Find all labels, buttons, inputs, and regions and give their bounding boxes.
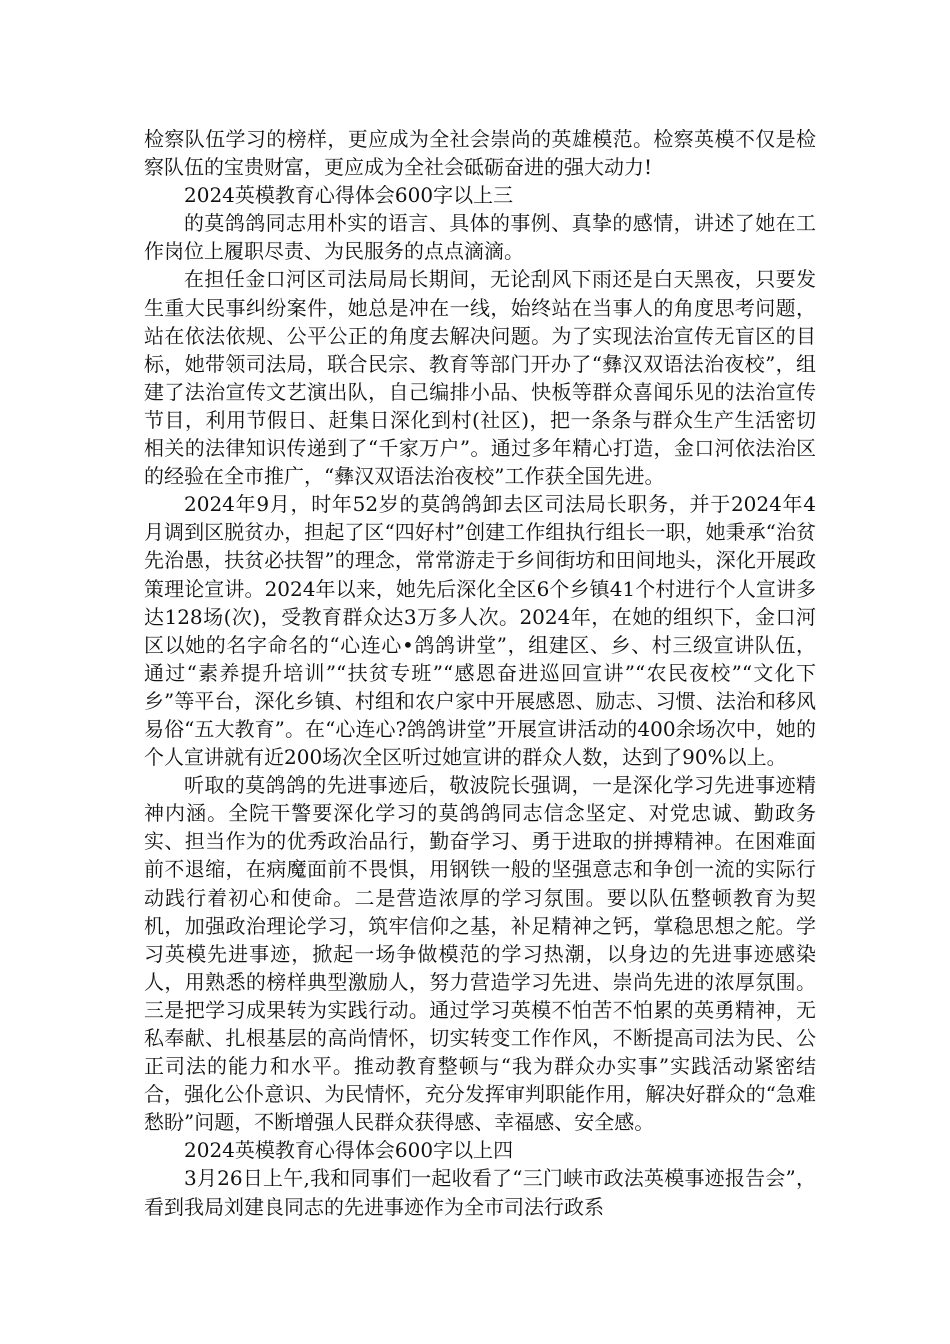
- paragraph-president-remarks: 听取的莫鸽鸽的先进事迹后，敬波院长强调，一是深化学习先进事迹精神内涵。全院干警要深化学习的莫鸽鸽同志信念坚定、对党忠诚、勤政务实、担当作为的优秀政治品行，勤奋学习、勇于进取的拼搏精神。在困难面前不退缩，在病魔面前不畏惧，用钢铁一般的坚强意志和争创一流的实际行动践行着初心和使命。二是营造浓厚的学习氛围。要以队伍整顿教育为契机，加强政治理论学习，筑牢信仰之基，补足精神之钙，掌稳思想之舵。学习英模先进事迹，掀起一场争做模范的学习热潮，以身边的先进事迹感染人，用熟悉的榜样典型激励人，努力营造学习先进、崇尚先进的浓厚氛围。三是把学习成果转为实践行动。通过学习英模不怕苦不怕累的英勇精神，无私奉献、扎根基层的高尚情怀，切实转变工作作风，不断提高司法为民、公正司法的能力和水平。推动教育整顿与“我为群众办实事”实践活动紧密结合，强化公仆意识、为民情怀，充分发挥审判职能作用，解决好群众的“急难愁盼”问题，不断增强人民群众获得感、幸福感、安全感。: [144, 773, 816, 1135]
- section-heading-three: 2024英模教育心得体会600字以上三: [184, 183, 514, 208]
- paragraph-judicial-bureau: 在担任金口河区司法局局长期间，无论刮风下雨还是白天黑夜，只要发生重大民事纠纷案件，她总是冲在一线，始终站在当事人的角度思考问题，站在依法依规、公平公正的角度去解决问题。为了实现法治宣传无盲区的目标，她带领司法局，联合民宗、教育等部门开办了“彝汉双语法治夜校”，组建了法治宣传文艺演出队，自己编排小品、快板等群众喜闻乐见的法治宣传节目，利用节假日、赶集日深化到村(社区)，把一条条与群众生产生活密切相关的法律知识传递到了“千家万户”。通过多年精心打造，金口河依法治区的经验在全市推广，“彝汉双语法治夜校”工作获全国先进。: [144, 267, 816, 489]
- paragraph-poverty-office: 2024年9月，时年52岁的莫鸽鸽卸去区司法局长职务，并于2024年4月调到区脱贫办，担起了区“四好村”创建工作组执行组长一职，她秉承“治贫先治愚，扶贫必扶智”的理念，常常游走于乡间街坊和田间地头，深化开展政策理论宣讲。2024年以来，她先后深化全区6个乡镇41个村进行个人宣讲多达128场(次)，受教育群众达3万多人次。2024年，在她的组织下，金口河区以她的名字命名的“心连心•鸽鸽讲堂”，组建区、乡、村三级宣讲队伍，通过“素养提升培训”“扶贫专班”“感恩奋进巡回宣讲”“农民夜校”“文化下乡”等平台，深化乡镇、村组和农户家中开展感恩、励志、习惯、法治和移风易俗“五大教育”。在“心连心?鸽鸽讲堂”开展宣讲活动的400余场次中，她的个人宣讲就有近200场次全区听过她宣讲的群众人数，达到了90%以上。: [144, 492, 816, 770]
- section-heading-four: 2024英模教育心得体会600字以上四: [184, 1138, 514, 1163]
- paragraph-intro: 的莫鸽鸽同志用朴实的语言、具体的事例、真挚的感情，讲述了她在工作岗位上履职尽责、为民服务的点点滴滴。: [144, 211, 816, 264]
- document-body: [144, 125, 816, 1221]
- paragraph-report-meeting: 3月26日上午,我和同事们一起收看了“三门峡市政法英模事迹报告会”，看到我局刘建良同志的先进事迹作为全市司法行政系: [144, 1166, 816, 1219]
- paragraph-continued: 检察队伍学习的榜样，更应成为全社会崇尚的英雄模范。检察英模不仅是检察队伍的宝贵财富，更应成为全社会砥砺奋进的强大动力!: [144, 127, 816, 180]
